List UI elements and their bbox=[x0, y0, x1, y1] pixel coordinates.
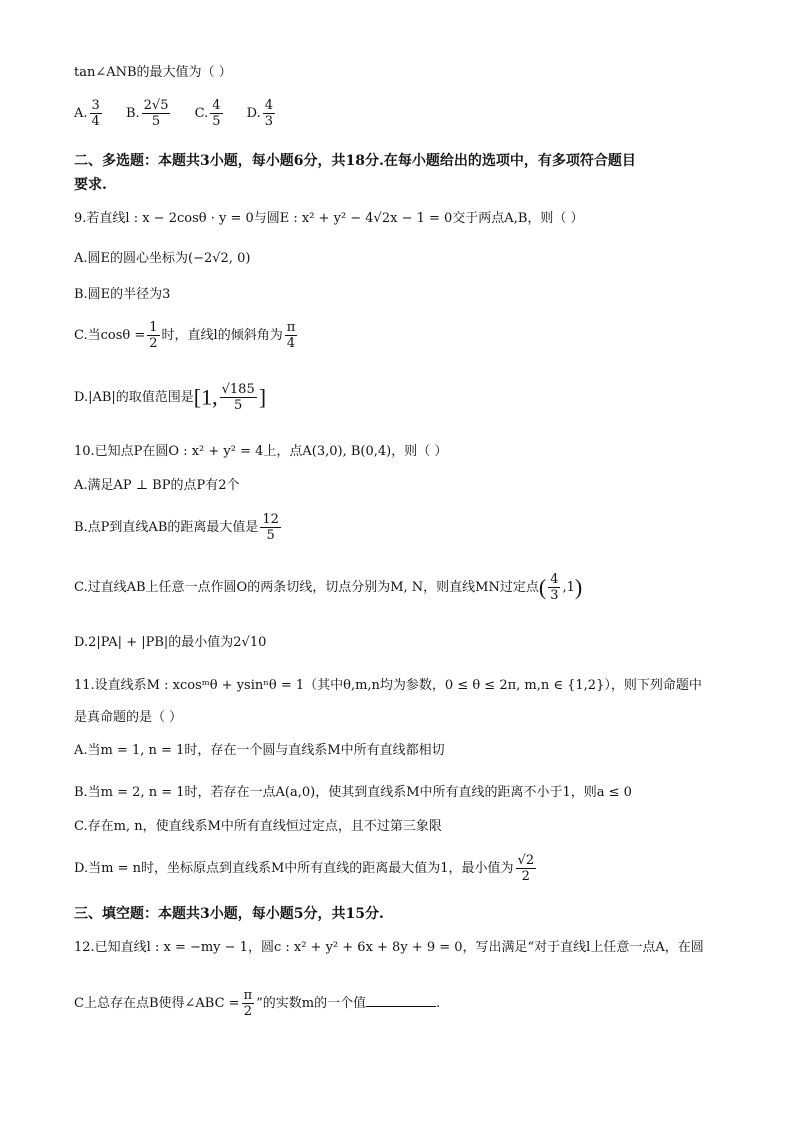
q8-option-d: D. $\frac{4}{3}$ bbox=[246, 98, 274, 129]
q10-option-c: C.过直线AB上任意一点作圆O的两条切线，切点分别为M, N，则直线MN过定点( $\frac{4}{3}$ ,1) bbox=[74, 572, 583, 603]
answer-blank[interactable] bbox=[366, 994, 436, 1007]
q10-option-d: D.2|PA| + |PB|的最小值为2√10 bbox=[74, 635, 267, 650]
q8-option-c: C. $\frac{4}{5}$ bbox=[194, 98, 221, 129]
section2-heading-line2: 要求. bbox=[74, 177, 107, 193]
q12-stem-line1: 12.已知直线l : x = −my − 1，圆c : x² + y² + 6x + 8y + 9 = 0，写出满足“对于直线l上任意一点A，在圆 bbox=[74, 940, 704, 955]
q11-option-a: A.当m = 1, n = 1时，存在一个圆与直线系M中所有直线都相切 bbox=[74, 743, 445, 758]
section3-heading: 三、填空题：本题共3小题，每小题5分，共15分. bbox=[74, 906, 384, 922]
q11-option-b: B.当m = 2, n = 1时，若存在一点A(a,0)，使其到直线系M中所有直线的距离不小于1，则a ≤ 0 bbox=[74, 785, 632, 800]
q11-stem-line2: 是真命题的是（ ） bbox=[74, 710, 183, 725]
q11-option-d: D.当m = n时，坐标原点到直线系M中所有直线的距离最大值为1，最小值为 $\frac{√2}{2}$ bbox=[74, 853, 535, 884]
q11-stem-line1: 11.设直线系M : xcosᵐθ + ysinⁿθ = 1（其中θ,m,n均为参数，0 ≤ θ ≤ 2π, m,n ∈ {1,2}），则下列命题中 bbox=[74, 678, 702, 693]
q12-stem-line2: C上总存在点B使得∠ABC = $\frac{\pi}{2}$ ”的实数m的一个值 . bbox=[74, 988, 441, 1019]
q9-option-d: D.|AB|的取值范围是[1, $\frac{√185}{5}$ ] bbox=[74, 382, 267, 413]
q8-option-b: B. $\frac{2√5}{5}$ bbox=[125, 98, 169, 129]
q8-option-a: A. $\frac{3}{4}$ bbox=[74, 98, 100, 129]
q10-option-b: B.点P到直线AB的距离最大值是 $\frac{12}{5}$ bbox=[74, 512, 279, 543]
q9-option-a: A.圆E的圆心坐标为(−2√2, 0) bbox=[74, 251, 251, 266]
q10-stem: 10.已知点P在圆O : x² + y² = 4上，点A(3,0), B(0,4)，则（ ） bbox=[74, 444, 448, 459]
section2-heading-line1: 二、多选题：本题共3小题，每小题6分，共18分.在每小题给出的选项中，有多项符合题目 bbox=[74, 153, 636, 169]
q11-option-c: C.存在m, n，使直线系M中所有直线恒过定点，且不过第三象限 bbox=[74, 819, 442, 834]
q8-options bbox=[74, 98, 295, 129]
q10-option-a: A.满足AP ⊥ BP的点P有2个 bbox=[74, 478, 240, 493]
q8-stem-tail: tan∠ANB的最大值为（ ） bbox=[74, 65, 232, 80]
q9-option-c: C.当cosθ = $\frac{1}{2}$ 时，直线l的倾斜角为 $\frac{\pi}{4}$ bbox=[74, 320, 296, 351]
q9-option-b: B.圆E的半径为3 bbox=[74, 287, 171, 302]
q9-stem: 9.若直线l : x − 2cosθ · y = 0与圆E : x² + y² − 4√2x − 1 = 0交于两点A,B，则（ ） bbox=[74, 211, 584, 226]
